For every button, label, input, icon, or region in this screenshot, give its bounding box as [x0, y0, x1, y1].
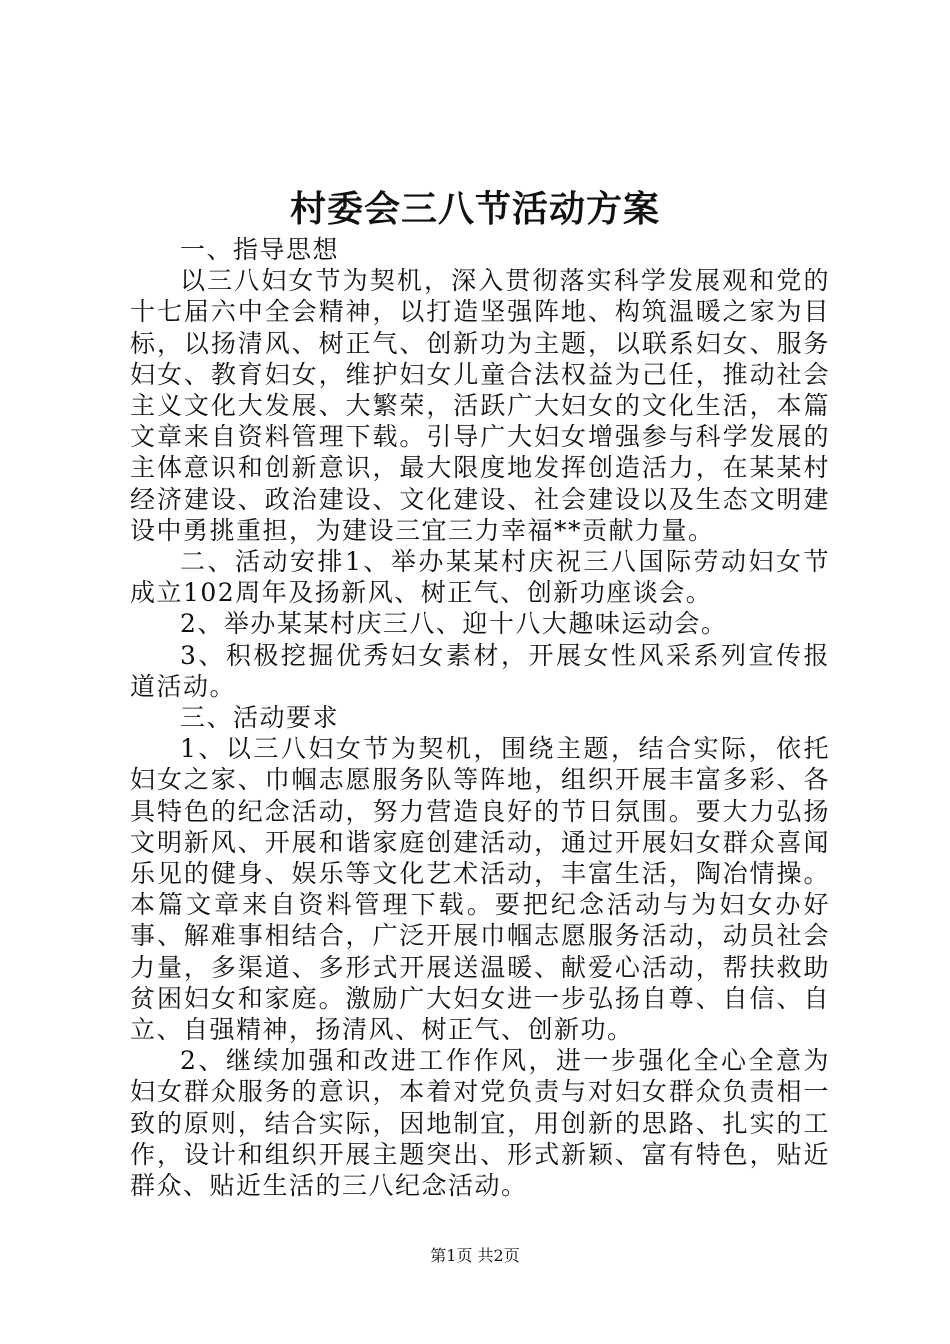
paragraph-requirement-1: 1、以三八妇女节为契机，围绕主题，结合实际，依托妇女之家、巾帼志愿服务队等阵地，组织开展丰富多彩、各具特色的纪念活动，努力营造良好的节日氛围。要大力弘扬文明新风、开展和谐家庭创建活动，通过开展妇女群众喜闻乐见的健身、娱乐等文化艺术活动，丰富生活，陶冶情操。本篇文章来自资料管理下载。要把纪念活动与为妇女办好事、解难事相结合，广泛开展巾帼志愿服务活动，动员社会力量，多渠道、多形式开展送温暖、献爱心活动，帮扶救助贫困妇女和家庭。激励广大妇女进一步弘扬自尊、自信、自立、自强精神，扬清风、树正气、创新功。: [130, 734, 830, 1045]
paragraph-activity-item-2: 2、举办某某村庆三八、迎十八大趣味运动会。: [180, 609, 728, 639]
document-title: 村委会三八节活动方案: [289, 188, 660, 230]
paragraph-guiding-ideology: 以三八妇女节为契机，深入贯彻落实科学发展观和党的十七届六中全会精神，以打造坚强阵地、构筑温暖之家为目标，以扬清风、树正气、创新功为主题，以联系妇女、服务妇女、教育妇女，维护妇女儿童合法权益为己任，推动社会主义文化大发展、大繁荣，活跃广大妇女的文化生活，本篇文章来自资料管理下载。引导广大妇女增强参与科学发展的主体意识和创新意识，最大限度地发挥创造活力，在某某村经济建设、政治建设、文化建设、社会建设以及生态文明建设中勇挑重担，为建设三宜三力幸福**贡献力量。: [130, 266, 830, 545]
section-heading-activity-requirements: 三、活动要求: [180, 703, 340, 733]
paragraph-activity-arrangement: 二、活动安排1、举办某某村庆祝三八国际劳动妇女节成立102周年及扬新风、树正气、创新功座谈会。: [130, 547, 830, 608]
page-footer: 第1页 共2页: [430, 1246, 520, 1265]
paragraph-activity-item-3: 3、积极挖掘优秀妇女素材，开展女性风采系列宣传报道活动。: [130, 640, 830, 701]
section-heading-guiding-ideology: 一、指导思想: [180, 235, 340, 264]
paragraph-requirement-2: 2、继续加强和改进工作作风，进一步强化全心全意为妇女群众服务的意识，本着对党负责与对妇女群众负责相一致的原则，结合实际，因地制宜，用创新的思路、扎实的工作，设计和组织开展主题突出、形式新颖、富有特色，贴近群众、贴近生活的三八纪念活动。: [130, 1046, 830, 1201]
document-body: [130, 234, 830, 1201]
